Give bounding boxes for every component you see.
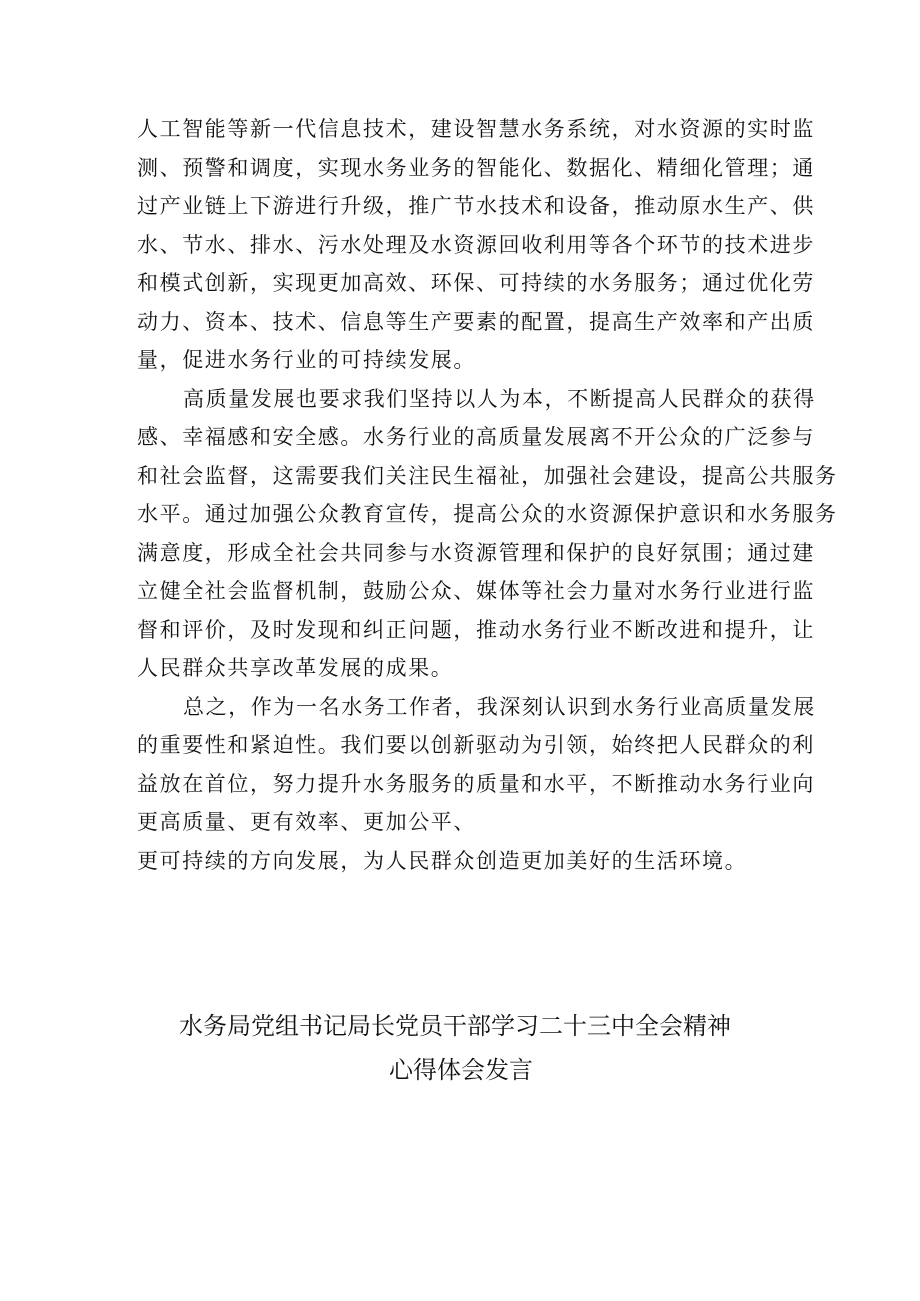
text-line: 过产业链上下游进行升级，推广节水技术和设备，推动原水生产、供 [137,194,815,218]
text-line: 感、幸福感和安全感。水务行业的高质量发展离不开公众的广泛参与 [137,425,815,449]
text-line: 益放在首位，努力提升水务服务的质量和水平，不断推动水务行业向 [137,771,815,796]
body-text [137,110,838,880]
text-line: 测、预警和调度，实现水务业务的智能化、数据化、精细化管理；通 [137,155,815,180]
text-line: 和模式创新，实现更加高效、环保、可持续的水务服务；通过优化劳 [137,271,815,295]
paragraph-first-line: 高质量发展也要求我们坚持以人为本，不断提高人民群众的获得 [183,386,816,411]
text-line: 人工智能等新一代信息技术，建设智慧水务系统，对水资源的实时监 [137,117,815,141]
text-line: 更可持续的方向发展，为人民群众创造更加美好的生活环境。 [137,848,748,873]
text-line: 立健全社会监督机制，鼓励公众、媒体等社会力量对水务行业进行监 [137,579,815,603]
text-line: 人民群众共享改革发展的成果。 [137,656,454,680]
next-article-title [0,1004,920,1092]
text-line: 更高质量、更有效率、更加公平、 [137,810,476,834]
text-line: 水平。通过加强公众教育宣传，提高公众的水资源保护意识和水务服务 [137,502,838,526]
title-line-2: 心得体会发言 [389,1056,533,1084]
title-line-1: 水务局党组书记局长党员干部学习二十三中全会精神 [179,1012,731,1040]
text-line: 水、节水、排水、污水处理及水资源回收利用等各个环节的技术进步 [137,232,815,257]
text-line: 督和评价，及时发现和纠正问题，推动水务行业不断改进和提升，让 [137,617,815,642]
paragraph-first-line: 总之，作为一名水务工作者，我深刻认识到水务行业高质量发展 [183,694,816,719]
text-line: 量，促进水务行业的可持续发展。 [137,348,476,372]
text-line: 满意度，形成全社会共同参与水资源管理和保护的良好氛围；通过建 [137,540,815,565]
text-line: 和社会监督，这需要我们关注民生福祉，加强社会建设，提高公共服务 [137,463,838,488]
text-line: 的重要性和紧迫性。我们要以创新驱动为引领，始终把人民群众的利 [137,733,815,757]
text-line: 动力、资本、技术、信息等生产要素的配置，提高生产效率和产出质 [137,309,815,334]
